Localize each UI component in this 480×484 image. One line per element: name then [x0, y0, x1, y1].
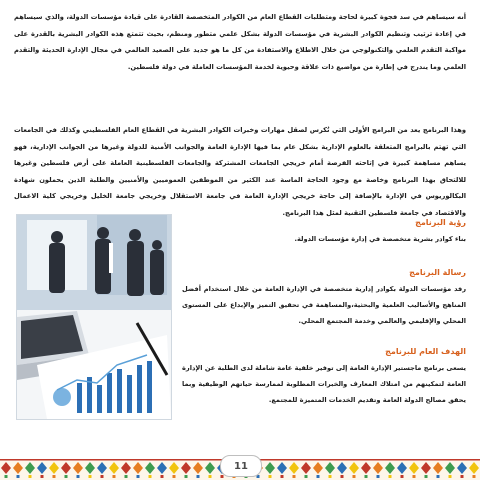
- border-dot: [53, 475, 56, 478]
- border-dot: [185, 475, 188, 478]
- border-dot: [401, 475, 404, 478]
- mission-heading: رسالة البرنامج: [409, 268, 466, 277]
- border-dot: [161, 475, 164, 478]
- border-dot: [17, 475, 20, 478]
- border-dot: [377, 475, 380, 478]
- second-paragraph: وهذا البرنامج يعد من البرامج الأولى التي تُكرس لصقل مهارات وخبرات الكوادر البشرية في القطاع العام الفلسطيني وكذلك في الجامعات التي تهتم بالبرامج المتعلقة بالعلوم الإدارية بشكل عام بما فيها الإدارة العامة والجوانب الأمنية للدولة وغيرها من الجوانب الإدارية، فهو يساهم مساهمة كبيرة في إتاحته الفرصة أمام خريجي الجامعات المشتركة والجامعات الفلسطينية العاملة على أرض فلسطين وغيرها للالتحاق بهذا البرنامج وخاصة مع وجود الحاجة الماسة عند الكثير من الموظفين العموميين والأمنيين والطلبة الذين يحملون شهادة البكالوريوس في الإدارة بالإضافة إلى حاجة خريجي الإدارة العامة في جامعة الاستقلال وخريجي جامعة الخليل وخريجي كلية الاعمال والاقتصاد في جامعة فلسطين التقنية لمثل هذا البرنامج.: [14, 126, 466, 217]
- border-dot: [413, 475, 416, 478]
- border-dot: [77, 475, 80, 478]
- border-dot: [101, 475, 104, 478]
- mission-section: [182, 268, 466, 329]
- goal-heading: الهدف العام للبرنامج: [385, 347, 466, 356]
- border-dot: [5, 475, 8, 478]
- border-dot: [305, 475, 308, 478]
- border-dot: [281, 475, 284, 478]
- border-dot: [437, 475, 440, 478]
- goal-section: [182, 347, 466, 408]
- border-dot: [293, 475, 296, 478]
- border-dot: [197, 475, 200, 478]
- border-dot: [425, 475, 428, 478]
- goal-text: يسعى برنامج ماجستير الإدارة العامة إلى توفير خلفية عامة شاملة لدى الطلبة عن الإدارة العامة لتمكينهم من امتلاك المعارف والخبرات المطلوبة لممارسة حياتهم الوظيفية وبما يحقق مصالح الدولة العامة وتقديم الخدمات المتميزة للمجتمع.: [182, 364, 466, 404]
- border-dot: [113, 475, 116, 478]
- border-dot: [389, 475, 392, 478]
- border-dot: [353, 475, 356, 478]
- border-dot: [29, 475, 32, 478]
- business-photo: [16, 214, 172, 420]
- border-dot: [473, 475, 476, 478]
- border-dot: [329, 475, 332, 478]
- border-dot: [209, 475, 212, 478]
- vision-text: بناء كوادر بشرية متخصصة في إدارة مؤسسات الدولة.: [294, 235, 466, 243]
- border-dot: [269, 475, 272, 478]
- intro-paragraph: أنه سيساهم في سد فجوة كبيرة لحاجة ومتطلبات القطاع العام من الكوادر المتخصصة القادرة على قيادة مؤسسات الدولة، والذي سيساهم في إعادة ترتيب وتنظيم الكوادر البشرية في مؤسسات الدولة بشكل علمي متطور ومنظم، بحيث تتمتع هذه الكوادر البشرية بالقدرة على مواكبة التقدم العلمي والتكنولوجي من خلال الاطلاع والاستفادة من كل ما هو جديد على الصعيد العالمي في مجال الإدارة الحديثة والتقدم العلمي وما يندرج في إطارة من مواضيع ذات علاقة وحيوية لخدمة المؤسسات العاملة في دولة فلسطين.: [14, 13, 466, 71]
- border-dot: [341, 475, 344, 478]
- border-dot: [365, 475, 368, 478]
- border-dot: [461, 475, 464, 478]
- vision-section: [182, 218, 466, 247]
- border-dot: [137, 475, 140, 478]
- border-dot: [89, 475, 92, 478]
- border-dot: [41, 475, 44, 478]
- page-number: 11: [220, 455, 262, 477]
- border-dot: [173, 475, 176, 478]
- border-dot: [449, 475, 452, 478]
- border-dot: [65, 475, 68, 478]
- border-dot: [317, 475, 320, 478]
- border-dot: [125, 475, 128, 478]
- vision-heading: رؤية البرنامج: [415, 218, 466, 227]
- mission-text: رفد مؤسسات الدولة بكوادر إدارية متخصصة في الإدارة العامة من خلال استخدام أفضل المناهج والأساليب العلمية والبحثية،والمساهمة في تحقيق التميز والإبداع على المستوى المحلي والإقليمي والعالمي وخدمة المجتمع المحلي.: [182, 285, 466, 325]
- border-dot: [149, 475, 152, 478]
- border-dot: [221, 475, 224, 478]
